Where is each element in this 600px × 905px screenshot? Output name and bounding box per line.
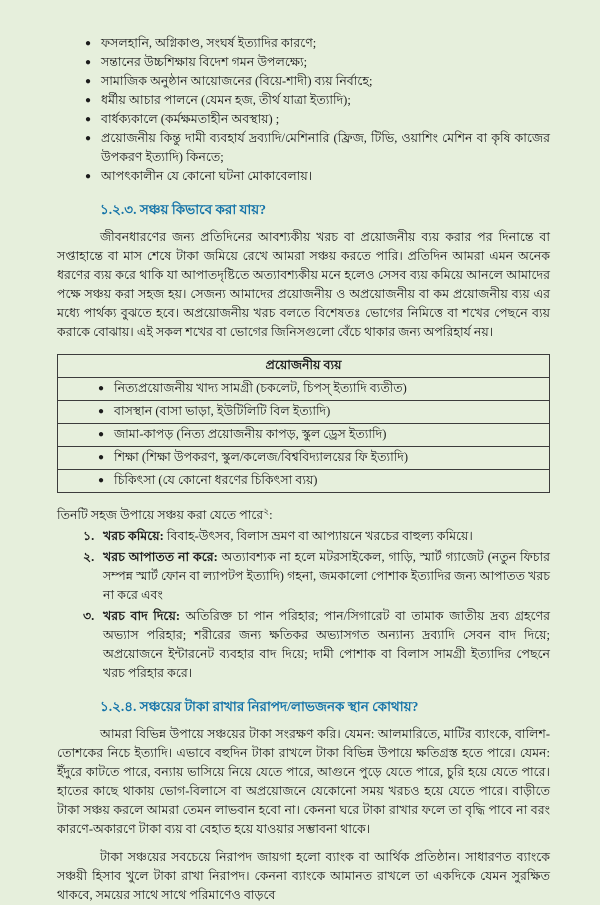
list-item [57,53,550,72]
table-row [58,378,550,401]
bullet-icon: ● [85,114,92,125]
section-123-paragraph: জীবনধারণের জন্য প্রতিদিনের আবশ্যকীয় খরচ বা প্রয়োজনীয় ব্যয় করার পর দিনান্তে বা সপ্তাহান্তে বা মাস শেষে টাকা জমিয়ে রেখে আমরা সঞ্চয় করতে পারি। প্রতিদিন আমরা এমন অনেক ধরণের ব্যয় করে থাকি যা আপাতদৃষ্টিতে অত্যাবশ্যকীয় মনে হলেও সেসব ব্যয় কমিয়ে আনলে আমাদের পক্ষে সঞ্চয় করা সহজ হয়। সেজন্য আমাদের প্রয়োজনীয় ও অপ্রয়োজনীয় বা কম প্রয়োজনীয় ব্যয় এর মধ্যে পার্থক্য বুঝতে হবে। অপ্রয়োজনীয় খরচ বলতে বিশেষতঃ ভোগের নিমিত্তে বা শখের পেছনে ব্যয় করাকে বোঝায়। এই সকল শখের বা ভোগের জিনিসগুলো বেঁচে থাকার জন্য অপরিহার্য নয়। [57,230,550,339]
table-row [58,401,550,424]
bullet-icon: ● [85,38,92,49]
savings-reasons-bullet-list [57,34,550,186]
table-row [58,424,550,447]
list-item-text: আপৎকালীন যে কোনো ঘটনা মোকাবেলায়। [101,169,313,183]
table-cell-text: জামা-কাপড় (নিত্য প্রয়োজনীয় কাপড়, স্কুল ড্রেস ইত্যাদি) [114,427,387,441]
bullet-icon: ● [98,475,105,486]
item-number: ২. [83,550,95,564]
list-item-text: বার্ধক্যকালে (কর্মক্ষমতাহীন অবস্থায়) ; [101,112,280,126]
list-item [57,167,550,186]
bullet-icon: ● [85,171,92,182]
item-lead-bold: খরচ আপাতত না করে: [103,550,218,564]
table-row [58,470,550,493]
bullet-icon: ● [98,429,105,440]
section-124-paragraph-2: টাকা সঞ্চয়ের সবচেয়ে নিরাপদ জায়গা হলো ব্যাংক বা আর্থিক প্রতিষ্ঠান। সাধারণত ব্যাংকে সঞ্চয়ী হিসাব খুলে টাকা রাখা নিরাপদ। কেননা ব্যাংকে আমানত রাখলে তা একদিকে যেমন সুরক্ষিত থাকবে, সময়ের সাথে সাথে পরিমাণেও বাড়বে [57,850,550,902]
table-cell-text: শিক্ষা (শিক্ষা উপকরণ, স্কুল/কলেজ/বিশ্ববিদ্যালয়ের ফি ইত্যাদি) [114,450,409,464]
item-lead-bold: খরচ কমিয়ে: [103,529,164,543]
list-item [57,72,550,91]
bullet-icon: ● [85,95,92,106]
section-heading-124: ১.২.৪. সঞ্চয়ের টাকা রাখার নিরাপদ/লাভজনক স্থান কোথায়? [100,699,419,714]
list-item [57,129,550,167]
necessary-expense-table [57,354,550,493]
item-body: অতিরিক্ত চা পান পরিহার; পান/সিগারেট বা তামাক জাতীয় দ্রব্য গ্রহণের অভ্যাস পরিহার; শরীরের জন্য ক্ষতিকর অভ্যাসগত অন্যান্য দ্রব্যাদি সেবন বাদ দিয়ে; অপ্রয়োজনে ইন্টারনেট ব্যবহার বাদ দিয়ে; দামী পোশাক বা বিলাস সামগ্রী ইত্যাদির পেছনে খরচ পরিহার করে। [103,609,551,680]
list-item [57,110,550,129]
table-cell-text: বাসস্থান (বাসা ভাড়া, ইউটিলিটি বিল ইত্যাদি) [114,404,331,418]
three-ways-numbered-list [57,527,550,683]
item-number: ১. [83,529,95,543]
item-body: অত্যাবশ্যক না হলে মটরসাইকেল, গাড়ি, স্মার্ট গ্যাজেট (নতুন ফিচার সম্পন্ন স্মার্ট ফোন বা ল্যাপটপ ইত্যাদি) গহনা, জমকালো পোশাক ইত্যাদির জন্য আপাতত খরচ না করে এবং [103,550,550,602]
numbered-item [57,607,550,683]
item-lead-bold: খরচ বাদ দিয়ে: [103,609,180,623]
bullet-icon: ● [98,406,105,417]
three-ways-intro [57,506,550,525]
table-row [58,447,550,470]
section-124-paragraph-1: আমরা বিভিন্ন উপায়ে সঞ্চয়ের টাকা সংরক্ষণ করি। যেমন: আলমারিতে, মাটির ব্যাংকে, বালিশ-তোশকের নিচে ইত্যাদি। এভাবে বহুদিন টাকা রাখলে টাকা বিভিন্ন উপায়ে ক্ষতিগ্রস্ত হতে পারে। যেমন: ইঁদুরে কাটতে পারে, বন্যায় ভাসিয়ে নিয়ে যেতে পারে, আগুনে পুড়ে যেতে পারে, চুরি হয়ে যেতে পারে। হাতের কাছে থাকায় ভোগ-বিলাসে বা অপ্রয়োজনে যেকোনো সময় খরচও হয়ে যেতে পারে। বাড়ীতে টাকা সঞ্চয় করলে আমরা তেমন লাভবান হবো না। কেননা ঘরে টাকা রাখার ফলে তা বৃদ্ধি পাবে না বরং কারণে-অকারণে টাকা ব্যয় বা বেহাত হয়ে যাওয়ার সম্ভাবনা থাকে। [57,727,550,836]
intro-text: তিনটি সহজ উপায়ে সঞ্চয় করা যেতে পারে [57,508,264,522]
intro-colon: : [269,508,273,522]
table-cell-text: চিকিৎসা (যে কোনো ধরণের চিকিৎসা ব্যয়) [114,473,318,487]
numbered-item-text [103,607,550,683]
bullet-icon: ● [85,76,92,87]
numbered-item-text [103,527,550,546]
numbered-item [57,527,550,546]
bullet-icon: ● [85,133,92,144]
section-heading-123: ১.২.৩. সঞ্চয় কিভাবে করা যায়? [100,202,267,217]
table-header-cell: প্রয়োজনীয় ব্যয় [58,355,550,378]
footnote-superscript: ২ [263,505,270,516]
list-item-text: সন্তানের উচ্চশিক্ষায় বিদেশ গমন উপলক্ষ্যে; [101,55,308,69]
list-item-text: ফসলহানি, অগ্নিকাণ্ড, সংঘর্ষ ইত্যাদির কারণে; [101,36,317,50]
numbered-item-text [103,548,550,605]
list-item-text: সামাজিক অনুষ্ঠান আয়োজনের (বিয়ে-শাদী) ব্যয় নির্বাহে; [101,74,373,88]
bullet-icon: ● [98,383,105,394]
item-number: ৩. [83,609,95,623]
list-item [57,91,550,110]
numbered-item [57,548,550,605]
item-body: বিবাহ-উৎসব, বিলাস ভ্রমণ বা আপ্যায়নে খরচের বাহুল্য কমিয়ে। [163,529,473,543]
list-item-text: প্রয়োজনীয় কিন্তু দামী ব্যবহার্য দ্রব্যাদি/মেশিনারি (ফ্রিজ, টিভি, ওয়াশিং মেশিন বা কৃষি কাজের উপকরণ ইত্যাদি) কিনতে; [101,131,550,164]
bullet-icon: ● [85,57,92,68]
list-item-text: ধর্মীয় আচার পালনে (যেমন হজ, তীর্থ যাত্রা ইত্যাদি); [101,93,351,107]
table-header-row [58,355,550,378]
list-item [57,34,550,53]
bullet-icon: ● [98,452,105,463]
table-cell-text: নিত্যপ্রয়োজনীয় খাদ্য সামগ্রী (চকলেট, চিপস্ ইত্যাদি ব্যতীত) [114,381,407,395]
